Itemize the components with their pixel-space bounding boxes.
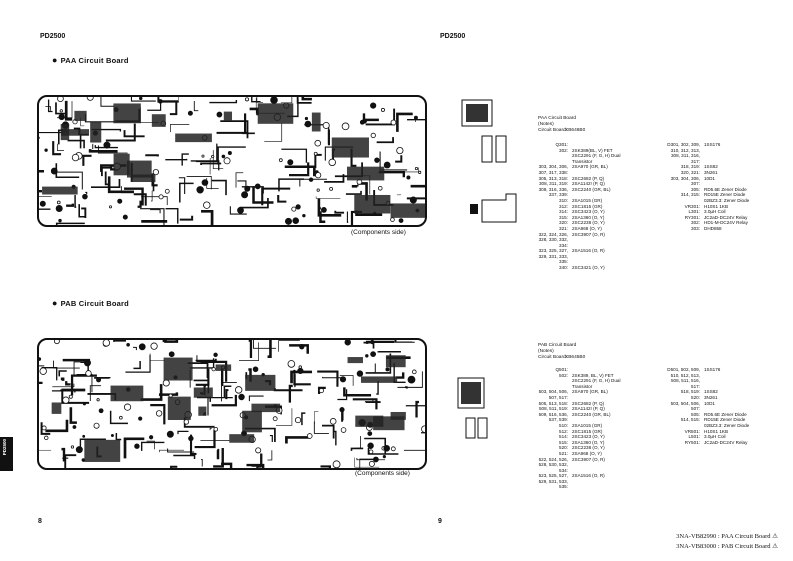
part-ref: 514, 515:: [680, 417, 700, 423]
part-desc: 2SC3421 (O, Y): [572, 265, 605, 271]
pab-part2-row: [660, 367, 790, 389]
part-ref: 318, 319:: [680, 164, 700, 170]
paa-parts-list-1: [528, 142, 668, 271]
part-ref: 320:: [559, 220, 568, 226]
part-desc: 2SC3907 (O, R): [572, 231, 605, 237]
part-ref: 302:: [559, 147, 568, 153]
part-ref: RY501:: [684, 439, 700, 445]
paa-part-row: [528, 248, 668, 265]
part-desc: 2SK389(BL, V) FET 2SC2291 (F, G, H) Dual Transistor: [572, 147, 621, 164]
part-ref: 309, 316, 336, 337, 339:: [538, 186, 568, 198]
part-ref: 312:: [559, 203, 568, 209]
part-ref: 303, 304, 306, 307, 317, 338:: [538, 164, 568, 175]
pab-board-image: [37, 338, 427, 470]
part-desc: 1SS176: [704, 142, 721, 147]
paa-parts-list-2: [660, 142, 790, 232]
paa-part2-row: [660, 215, 790, 232]
pab-part-row: [528, 473, 668, 490]
pab-parts-list-1: [528, 367, 668, 490]
part-ref: 340:: [559, 265, 568, 271]
part-desc: 2SC2240 (GR, BL): [572, 411, 611, 417]
paa-part-row: [528, 164, 668, 175]
paa-part-row: [528, 232, 668, 249]
part-ref: D501, 502, 509, 510, 512, 513, 508, 511, 516, 517:: [667, 367, 700, 389]
pab-part2-row: [660, 401, 790, 412]
paa-board-number: XB646B0: [565, 128, 586, 133]
part-ref: Q301:: [555, 142, 568, 147]
part-desc: RD15E Zener Diode 02BZ3.3: Zener Diode: [704, 192, 750, 203]
paa-thumbnail: [460, 96, 530, 231]
part-desc: 1SS82: [704, 389, 718, 395]
part-desc: 2SA970 (GR, BL): [572, 389, 608, 395]
pab-part2-row: [660, 417, 790, 428]
part-desc: 2SA968 (O, Y): [572, 225, 602, 231]
part-desc: 2SC2238 (O, Y): [572, 445, 605, 451]
paa-part2-row: [660, 176, 790, 187]
left-page-number: 8: [38, 518, 42, 525]
part-desc: 2SC3907 (O, R): [572, 456, 605, 462]
part-ref: 310:: [559, 197, 568, 203]
side-index-tab: PD2500: [0, 437, 13, 471]
right-page-number: 9: [438, 518, 442, 525]
part-desc: H10S1 1KB: [704, 428, 729, 434]
part-ref: 514:: [559, 434, 568, 440]
part-desc: 3.0µH Coil: [704, 434, 726, 440]
part-ref: 518, 519:: [680, 389, 700, 395]
part-desc: 2SA1015 (GR): [572, 422, 603, 428]
right-page-header: PD2500: [440, 33, 466, 40]
part-desc: 3.0µH Coil: [704, 209, 726, 215]
left-page-header: PD2500: [40, 33, 66, 40]
pab-notes-head: PAB Circuit Board (Notes) Circuit Board:: [538, 343, 577, 360]
part-desc: 2SA970 (GR, BL): [572, 164, 608, 170]
part-desc: 3N261: [704, 394, 718, 400]
paa-part-row: [528, 187, 668, 198]
part-ref: 503, 504, 506, 507:: [670, 400, 700, 412]
part-ref: L301:: [688, 209, 700, 215]
part-ref: 520:: [559, 445, 568, 451]
part-desc: 2SA1015 (GR): [572, 197, 603, 203]
part-ref: 305, 313, 318:: [538, 175, 568, 181]
pab-board-number: XB645B0: [565, 355, 586, 360]
pab-part2-row: [660, 440, 790, 446]
part-desc: 2SC1815 (GR): [572, 428, 603, 434]
paa-part2-row: [660, 192, 790, 203]
part-ref: 314:: [559, 209, 568, 215]
part-desc: 2SC2682 (P, Q): [572, 175, 605, 181]
part-ref: L501:: [688, 434, 700, 440]
paa-board-image: [37, 95, 427, 227]
pab-section-title: ● PAB Circuit Board: [52, 298, 129, 308]
part-ref: 510:: [559, 422, 568, 428]
part-desc: 10D1: [704, 175, 715, 181]
part-desc: 2SC1815 (GR): [572, 203, 603, 209]
part-desc: 2SC3423 (O, Y): [572, 209, 605, 215]
part-ref: 521:: [559, 450, 568, 456]
pab-parts-list-2: [660, 367, 790, 445]
pab-caption: (Components side): [355, 470, 410, 477]
part-desc: 2SA1516 (O, R): [572, 473, 605, 479]
footer-line-pab: 3NA-VB83000 : PAB Circuit Board ⚠: [676, 543, 778, 550]
part-ref: 522, 524, 526, 528, 530, 532, 534:: [538, 456, 568, 473]
part-ref: 523, 525, 527, 529, 531, 533, 535:: [538, 473, 568, 490]
part-ref: 305:: [691, 186, 700, 192]
part-desc: 1SS82: [704, 164, 718, 170]
paa-part2-row: [660, 142, 790, 164]
part-ref: 512:: [559, 428, 568, 434]
part-ref: 509, 516, 536, 537, 539:: [538, 411, 568, 423]
pab-thumbnail: [456, 376, 516, 451]
part-ref: 303, 304, 306, 307:: [670, 175, 700, 187]
part-desc: 2SA1142! (P, Q): [572, 406, 605, 412]
part-ref: 323, 325, 327, 329, 331, 333, 335:: [538, 248, 568, 265]
part-desc: RD5.6E Zener Diode: [704, 411, 747, 417]
part-desc: 2SC2238 (O, Y): [572, 220, 605, 226]
part-desc: 2SA1360 (O, Y): [572, 439, 605, 445]
part-desc: 2SC2682 (P, Q): [572, 400, 605, 406]
part-ref: VR301:: [684, 203, 700, 209]
part-desc: 1SS176: [704, 367, 721, 372]
paa-part-row: [528, 148, 668, 165]
part-ref: 503, 504, 506, 507, 517:: [538, 389, 568, 400]
part-ref: RY301: 302: 303:: [684, 214, 700, 231]
part-desc: JC2aD-DC24V Relay: [704, 439, 748, 445]
part-desc: 2SA1142! (P, Q): [572, 181, 605, 187]
part-ref: 515:: [559, 439, 568, 445]
part-desc: 10D1: [704, 400, 715, 406]
part-ref: 505, 513, 518:: [538, 400, 568, 406]
pab-part-row: [528, 457, 668, 474]
pab-part-row: [528, 389, 668, 400]
part-desc: 2SK389, BL, V) FET 2SC2291 (F, G, H) Dual Transistor: [572, 372, 621, 389]
part-ref: 315:: [559, 214, 568, 220]
part-ref: 322, 324, 326, 328, 330, 332, 334:: [538, 231, 568, 248]
part-ref: 314, 315:: [680, 192, 700, 198]
pab-part-row: [528, 373, 668, 390]
part-ref: 320, 321:: [680, 169, 700, 175]
paa-part-row: [528, 265, 668, 271]
part-desc: RD5.6E Zener Diode: [704, 186, 747, 192]
part-ref: 505:: [691, 411, 700, 417]
part-desc: 3N261: [704, 169, 718, 175]
part-desc: RD15E Zener Diode 02BZ3.3: Zener Diode: [704, 417, 750, 428]
part-ref: 508, 511, 519:: [538, 406, 568, 412]
paa-caption: (Components side): [351, 229, 406, 236]
part-ref: VR501:: [684, 428, 700, 434]
part-ref: D301, 302, 309, 310, 312, 313, 308, 311, 316, 317:: [667, 142, 700, 164]
part-desc: H10S1 1KB: [704, 203, 729, 209]
footer-notes: [600, 532, 778, 552]
paa-notes-head: PAA Circuit Board (Notes) Circuit Board:: [538, 116, 577, 133]
footer-line-paa: 3NA-VB82990 : PAA Circuit Board ⚠: [676, 533, 778, 540]
paa-section-title: ● PAA Circuit Board: [52, 55, 129, 65]
part-ref: 520:: [691, 394, 700, 400]
part-desc: JC2aD-DC24V Relay HD1-M-DC24V Relay DHD858: [704, 214, 748, 231]
pab-part-row: [528, 412, 668, 423]
part-desc: 2SA968 (O, Y): [572, 450, 602, 456]
part-desc: 2SA1516 (O, R): [572, 248, 605, 254]
part-ref: 502:: [559, 372, 568, 378]
part-desc: 2SC3423 (O, Y): [572, 434, 605, 440]
part-desc: 2SA1360 (O, Y): [572, 214, 605, 220]
part-ref: Q501:: [555, 367, 568, 372]
part-desc: 2SC2240 (GR, BL): [572, 186, 611, 192]
part-ref: 321:: [559, 225, 568, 231]
part-ref: 308, 311, 319:: [538, 181, 568, 187]
